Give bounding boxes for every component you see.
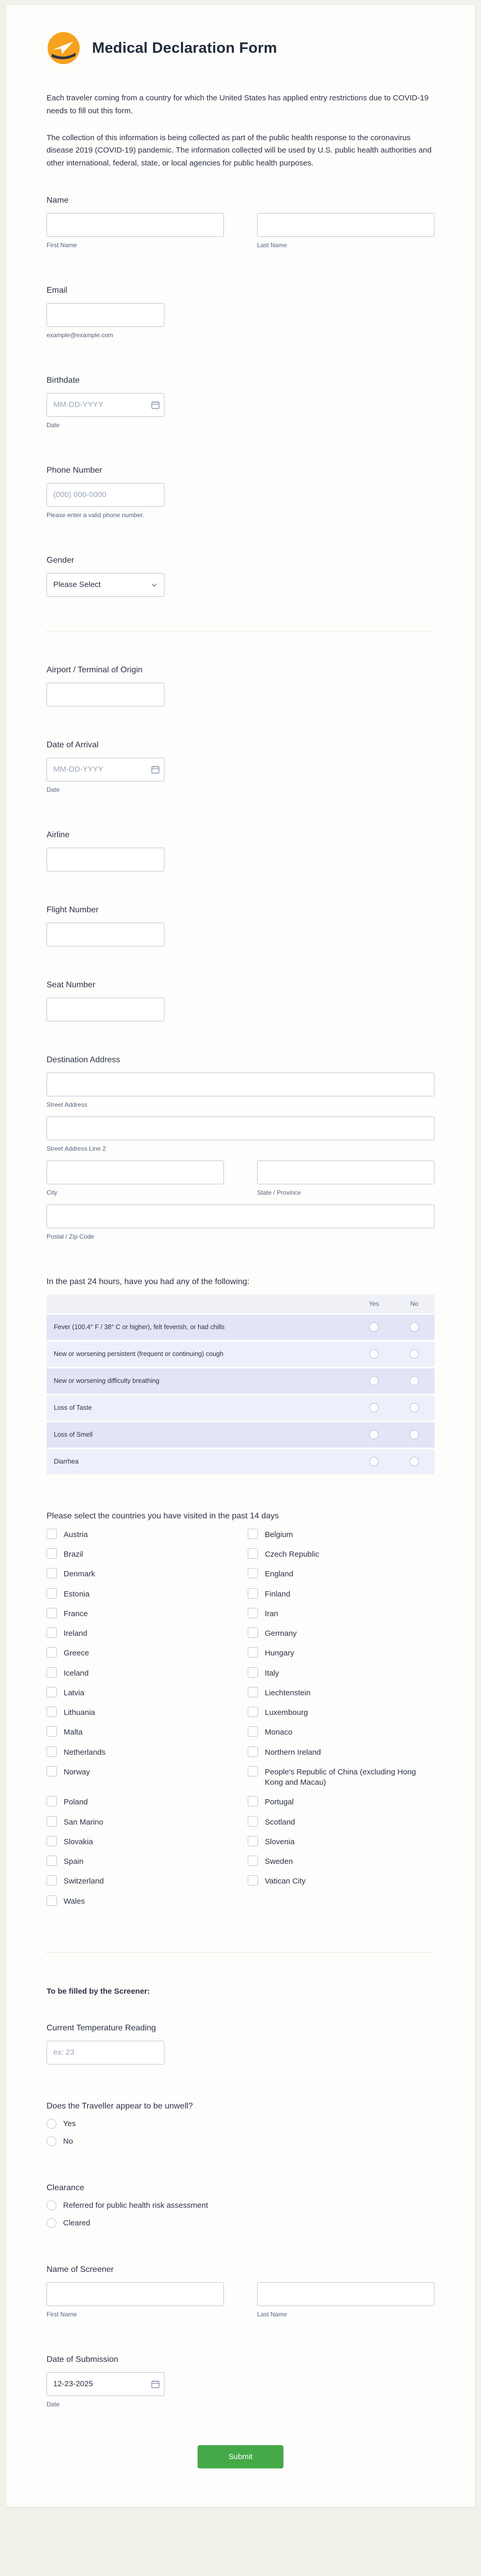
clearance-option-cleared[interactable] xyxy=(47,2218,434,2228)
field-label: Does the Traveller appear to be unwell? xyxy=(47,2101,193,2111)
country-option[interactable] xyxy=(47,1707,233,1718)
checkbox-icon[interactable] xyxy=(47,1875,57,1886)
intro-paragraph-2: The collection of this information is being collected as part of the public health response to the coronavirus disease 2019 (COVID-19) pandemic. The information collected will be used by U.S. public health authorities and other international, federal, state, or local agencies for public health purposes. xyxy=(47,133,432,168)
checkbox-icon[interactable] xyxy=(248,1816,258,1827)
submit-button[interactable]: Submit xyxy=(198,2445,284,2468)
chevron-down-icon xyxy=(151,581,158,589)
country-label: Northern Ireland xyxy=(265,1748,321,1757)
country-option[interactable] xyxy=(248,1667,434,1679)
street-address2-sublabel: Street Address Line 2 xyxy=(47,1144,106,1152)
country-option[interactable] xyxy=(47,1647,233,1659)
symptom-label: Fever (100.4° F / 38° C or higher), felt feverish, or had chills xyxy=(54,1323,225,1331)
checkbox-icon[interactable] xyxy=(47,1647,57,1658)
country-label: Czech Republic xyxy=(265,1550,320,1559)
symptom-label: Loss of Taste xyxy=(54,1404,92,1411)
symptoms-table xyxy=(47,1294,434,1474)
country-label: Vatican City xyxy=(265,1877,306,1886)
country-label: Belgium xyxy=(265,1530,293,1539)
radio-yes[interactable] xyxy=(369,1349,379,1359)
country-option[interactable] xyxy=(47,1608,233,1619)
country-option[interactable] xyxy=(248,1875,434,1887)
radio-yes[interactable] xyxy=(369,1430,379,1439)
airport-input[interactable] xyxy=(47,683,164,706)
radio-cell-yes xyxy=(354,1376,394,1385)
screener-section-heading: To be filled by the Screener: xyxy=(47,1986,150,1996)
country-option[interactable] xyxy=(47,1628,233,1639)
email-field xyxy=(47,286,434,339)
field-label: Gender xyxy=(47,555,74,565)
checkbox-icon[interactable] xyxy=(47,1608,57,1618)
country-label: Portugal xyxy=(265,1798,294,1807)
radio-yes[interactable] xyxy=(369,1322,379,1332)
table-row xyxy=(47,1422,434,1448)
country-label: Wales xyxy=(64,1896,85,1906)
email-input[interactable] xyxy=(47,303,164,327)
country-label: Iran xyxy=(265,1609,278,1618)
page-title: Medical Declaration Form xyxy=(92,39,277,56)
checkbox-icon[interactable] xyxy=(47,1667,57,1678)
country-label: Finland xyxy=(265,1589,291,1599)
checkbox-icon[interactable] xyxy=(248,1766,258,1776)
radio-cell-yes xyxy=(354,1349,394,1359)
checkbox-icon[interactable] xyxy=(248,1746,258,1757)
city-sublabel: City xyxy=(47,1188,57,1196)
symptoms-table-header xyxy=(47,1294,434,1313)
field-label: Birthdate xyxy=(47,375,80,385)
checkbox-icon[interactable] xyxy=(248,1856,258,1866)
checkbox-icon[interactable] xyxy=(248,1707,258,1717)
checkbox-icon[interactable] xyxy=(47,1568,57,1578)
radio-yes[interactable] xyxy=(369,1403,379,1412)
gender-field xyxy=(47,556,434,597)
option-label: No xyxy=(63,2136,73,2146)
unwell-field xyxy=(47,2102,434,2146)
submission-date-field xyxy=(47,2355,434,2408)
form-card xyxy=(6,5,475,2507)
screener-name-field xyxy=(47,2265,434,2318)
countries-field xyxy=(47,1512,434,1915)
checkbox-icon[interactable] xyxy=(47,1548,57,1559)
country-label: Scotland xyxy=(265,1817,295,1827)
country-option[interactable] xyxy=(248,1746,434,1758)
field-label: Airline xyxy=(47,830,70,839)
country-option[interactable] xyxy=(47,1766,233,1788)
radio-cell-no xyxy=(394,1349,434,1359)
country-label: Spain xyxy=(64,1857,84,1866)
radio-no[interactable] xyxy=(410,1403,419,1412)
table-row xyxy=(47,1449,434,1474)
table-row xyxy=(47,1315,434,1340)
field-label: Current Temperature Reading xyxy=(47,2023,156,2032)
country-label: Estonia xyxy=(64,1589,90,1599)
checkbox-icon[interactable] xyxy=(248,1588,258,1599)
screener-first-name-sublabel: First Name xyxy=(47,2310,77,2318)
radio-icon[interactable] xyxy=(47,2136,56,2146)
country-label: Greece xyxy=(64,1649,89,1658)
street-address-input[interactable] xyxy=(47,1073,434,1096)
form-header xyxy=(47,31,434,65)
field-label: Seat Number xyxy=(47,980,96,989)
arrival-date-field xyxy=(47,741,434,793)
country-label: Netherlands xyxy=(64,1748,106,1757)
country-label: Germany xyxy=(265,1629,297,1638)
country-option[interactable] xyxy=(248,1816,434,1828)
country-option[interactable] xyxy=(248,1726,434,1738)
field-label: Destination Address xyxy=(47,1055,121,1064)
radio-yes[interactable] xyxy=(369,1376,379,1385)
country-label: Malta xyxy=(64,1728,83,1737)
checkbox-icon[interactable] xyxy=(47,1796,57,1806)
country-label: Poland xyxy=(64,1798,88,1807)
field-label: Name of Screener xyxy=(47,2265,114,2274)
screener-last-name-input[interactable] xyxy=(257,2282,434,2306)
birthdate-sublabel: Date xyxy=(47,421,60,429)
radio-icon[interactable] xyxy=(47,2119,56,2129)
submission-date-input[interactable] xyxy=(47,2372,164,2396)
country-option[interactable] xyxy=(248,1707,434,1718)
field-label: Flight Number xyxy=(47,905,99,914)
field-label: In the past 24 hours, have you had any of the following: xyxy=(47,1277,250,1286)
field-label: Email xyxy=(47,285,68,295)
radio-yes[interactable] xyxy=(369,1457,379,1466)
seat-number-field xyxy=(47,981,434,1021)
destination-address-field xyxy=(47,1056,434,1240)
country-label: England xyxy=(265,1570,294,1579)
submission-date-sublabel: Date xyxy=(47,2400,60,2408)
country-label: Luxembourg xyxy=(265,1708,308,1717)
country-label: Monaco xyxy=(265,1728,293,1737)
country-label: Brazil xyxy=(64,1550,83,1559)
name-field xyxy=(47,196,434,249)
checkbox-icon[interactable] xyxy=(47,1856,57,1866)
checkbox-icon[interactable] xyxy=(248,1796,258,1806)
calendar-icon[interactable] xyxy=(151,400,160,409)
country-label: Sweden xyxy=(265,1857,293,1866)
unwell-option-yes[interactable] xyxy=(47,2119,434,2129)
country-label: Hungary xyxy=(265,1649,294,1658)
street-address-sublabel: Street Address xyxy=(47,1101,87,1108)
checkbox-icon[interactable] xyxy=(47,1628,57,1638)
field-label: Airport / Terminal of Origin xyxy=(47,665,143,674)
country-option[interactable] xyxy=(47,1856,233,1867)
country-label: Slovenia xyxy=(265,1837,295,1846)
radio-no[interactable] xyxy=(410,1457,419,1466)
clearance-option-referred[interactable] xyxy=(47,2201,434,2210)
symptom-label: Diarrhea xyxy=(54,1457,79,1465)
radio-icon[interactable] xyxy=(47,2218,56,2228)
gender-select[interactable] xyxy=(47,573,164,597)
section-divider xyxy=(47,1952,434,1953)
country-label: Norway xyxy=(64,1767,90,1776)
countries-checkbox-grid xyxy=(47,1529,434,1915)
country-label: Austria xyxy=(64,1530,88,1539)
table-row xyxy=(47,1395,434,1421)
radio-cell-no xyxy=(394,1403,434,1412)
radio-cell-no xyxy=(394,1457,434,1466)
airline-logo-icon xyxy=(47,31,81,65)
checkbox-icon[interactable] xyxy=(47,1816,57,1827)
symptoms-table-rows xyxy=(47,1315,434,1474)
checkbox-icon[interactable] xyxy=(248,1875,258,1886)
airline-field xyxy=(47,831,434,871)
country-label: Denmark xyxy=(64,1570,95,1579)
symptom-label: New or worsening difficulty breathing xyxy=(54,1377,160,1384)
calendar-icon[interactable] xyxy=(151,765,160,774)
country-option[interactable] xyxy=(248,1647,434,1659)
first-name-input[interactable] xyxy=(47,213,224,237)
checkbox-icon[interactable] xyxy=(248,1608,258,1618)
postal-code-sublabel: Postal / Zip Code xyxy=(47,1232,95,1240)
checkbox-icon[interactable] xyxy=(248,1836,258,1846)
country-option[interactable] xyxy=(248,1836,434,1847)
radio-cell-yes xyxy=(354,1430,394,1439)
symptom-label: New or worsening persistent (frequent or continuing) cough xyxy=(54,1350,223,1358)
checkbox-icon[interactable] xyxy=(47,1726,57,1737)
radio-cell-no xyxy=(394,1376,434,1385)
last-name-input[interactable] xyxy=(257,213,434,237)
city-input[interactable] xyxy=(47,1161,224,1184)
radio-no[interactable] xyxy=(410,1376,419,1385)
screener-first-name-input[interactable] xyxy=(47,2282,224,2306)
radio-icon[interactable] xyxy=(47,2201,56,2210)
checkbox-icon[interactable] xyxy=(47,1836,57,1846)
field-label: Name xyxy=(47,195,69,205)
field-label: Phone Number xyxy=(47,465,102,475)
option-label: Referred for public health risk assessment xyxy=(63,2201,208,2210)
checkbox-icon[interactable] xyxy=(47,1766,57,1776)
state-province-input[interactable] xyxy=(257,1161,434,1184)
table-row xyxy=(47,1368,434,1394)
country-label: Ireland xyxy=(64,1629,87,1638)
country-option[interactable] xyxy=(248,1568,434,1579)
airline-input[interactable] xyxy=(47,848,164,871)
arrival-date-input[interactable] xyxy=(47,758,164,781)
country-option[interactable] xyxy=(248,1766,434,1788)
checkbox-icon[interactable] xyxy=(248,1568,258,1578)
checkbox-icon[interactable] xyxy=(47,1529,57,1539)
country-option[interactable] xyxy=(47,1548,233,1560)
country-option[interactable] xyxy=(47,1836,233,1847)
country-option[interactable] xyxy=(248,1687,434,1698)
symptoms-field xyxy=(47,1277,434,1474)
field-label: Clearance xyxy=(47,2183,84,2192)
country-option[interactable] xyxy=(248,1628,434,1639)
symptom-label: Loss of Smell xyxy=(54,1430,93,1438)
country-option[interactable] xyxy=(47,1568,233,1579)
seat-number-input[interactable] xyxy=(47,998,164,1021)
radio-no[interactable] xyxy=(410,1322,419,1332)
country-label: France xyxy=(64,1609,88,1618)
phone-field xyxy=(47,466,434,519)
clearance-field xyxy=(47,2183,434,2228)
country-option[interactable] xyxy=(47,1529,233,1540)
airport-field xyxy=(47,666,434,706)
field-label: Please select the countries you have visited in the past 14 days xyxy=(47,1511,279,1520)
table-row xyxy=(47,1342,434,1367)
radio-cell-yes xyxy=(354,1322,394,1332)
country-option[interactable] xyxy=(47,1588,233,1600)
country-option[interactable] xyxy=(47,1895,233,1907)
submit-row xyxy=(47,2445,434,2468)
checkbox-icon[interactable] xyxy=(47,1746,57,1757)
radio-cell-no xyxy=(394,1430,434,1439)
flight-number-input[interactable] xyxy=(47,923,164,946)
country-option[interactable] xyxy=(47,1746,233,1758)
checkbox-icon[interactable] xyxy=(248,1667,258,1678)
state-province-sublabel: State / Province xyxy=(257,1188,301,1196)
country-option[interactable] xyxy=(248,1608,434,1619)
gender-selected-value: Please Select xyxy=(53,580,101,590)
country-option[interactable] xyxy=(248,1796,434,1807)
arrival-date-sublabel: Date xyxy=(47,786,60,793)
country-option[interactable] xyxy=(47,1796,233,1807)
country-label: Iceland xyxy=(64,1668,89,1678)
unwell-option-no[interactable] xyxy=(47,2136,434,2146)
checkbox-icon[interactable] xyxy=(248,1628,258,1638)
country-option[interactable] xyxy=(47,1875,233,1887)
country-label: Slovakia xyxy=(64,1837,93,1846)
country-option[interactable] xyxy=(47,1667,233,1679)
checkbox-icon[interactable] xyxy=(47,1588,57,1599)
radio-cell-yes xyxy=(354,1403,394,1412)
street-address2-input[interactable] xyxy=(47,1117,434,1140)
field-label: Date of Submission xyxy=(47,2355,118,2364)
checkbox-icon[interactable] xyxy=(248,1647,258,1658)
temperature-field xyxy=(47,2024,434,2065)
calendar-icon[interactable] xyxy=(151,2379,160,2388)
radio-cell-no xyxy=(394,1322,434,1332)
column-header-no: No xyxy=(410,1300,418,1307)
country-label: San Marino xyxy=(64,1817,103,1827)
checkbox-icon[interactable] xyxy=(47,1895,57,1906)
checkbox-icon[interactable] xyxy=(248,1548,258,1559)
checkbox-icon[interactable] xyxy=(47,1707,57,1717)
screener-last-name-sublabel: Last Name xyxy=(257,2310,288,2318)
country-option[interactable] xyxy=(47,1816,233,1828)
radio-cell-yes xyxy=(354,1457,394,1466)
country-option[interactable] xyxy=(47,1726,233,1738)
field-label: Date of Arrival xyxy=(47,740,99,749)
birthdate-input[interactable] xyxy=(47,393,164,417)
flight-number-field xyxy=(47,906,434,946)
country-label: Switzerland xyxy=(64,1877,104,1886)
country-label: Lithuania xyxy=(64,1708,95,1717)
email-sublabel: example@example.com xyxy=(47,331,113,339)
country-label: Liechtenstein xyxy=(265,1688,311,1697)
first-name-sublabel: First Name xyxy=(47,241,77,249)
country-label: People's Republic of China (excluding Hong Kong and Macau) xyxy=(265,1767,416,1787)
temperature-input[interactable] xyxy=(47,2041,164,2065)
checkbox-icon[interactable] xyxy=(248,1726,258,1737)
country-option[interactable] xyxy=(47,1687,233,1698)
intro-paragraph-1: Each traveler coming from a country for which the United States has applied entry restrictions due to COVID-19 needs to fill out this form. xyxy=(47,94,429,115)
intro-text xyxy=(47,92,434,170)
country-option[interactable] xyxy=(248,1548,434,1560)
birthdate-field xyxy=(47,376,434,429)
country-option[interactable] xyxy=(248,1588,434,1600)
phone-input[interactable] xyxy=(47,483,164,507)
country-option[interactable] xyxy=(248,1529,434,1540)
radio-no[interactable] xyxy=(410,1430,419,1439)
country-option[interactable] xyxy=(248,1856,434,1867)
checkbox-icon[interactable] xyxy=(47,1687,57,1697)
radio-no[interactable] xyxy=(410,1349,419,1359)
country-label: Italy xyxy=(265,1668,279,1678)
last-name-sublabel: Last Name xyxy=(257,241,288,249)
option-label: Cleared xyxy=(63,2218,91,2227)
postal-code-input[interactable] xyxy=(47,1204,434,1228)
phone-sublabel: Please enter a valid phone number. xyxy=(47,511,144,519)
checkbox-icon[interactable] xyxy=(248,1529,258,1539)
option-label: Yes xyxy=(63,2119,76,2128)
checkbox-icon[interactable] xyxy=(248,1687,258,1697)
column-header-yes: Yes xyxy=(369,1300,379,1307)
country-label: Latvia xyxy=(64,1688,85,1697)
